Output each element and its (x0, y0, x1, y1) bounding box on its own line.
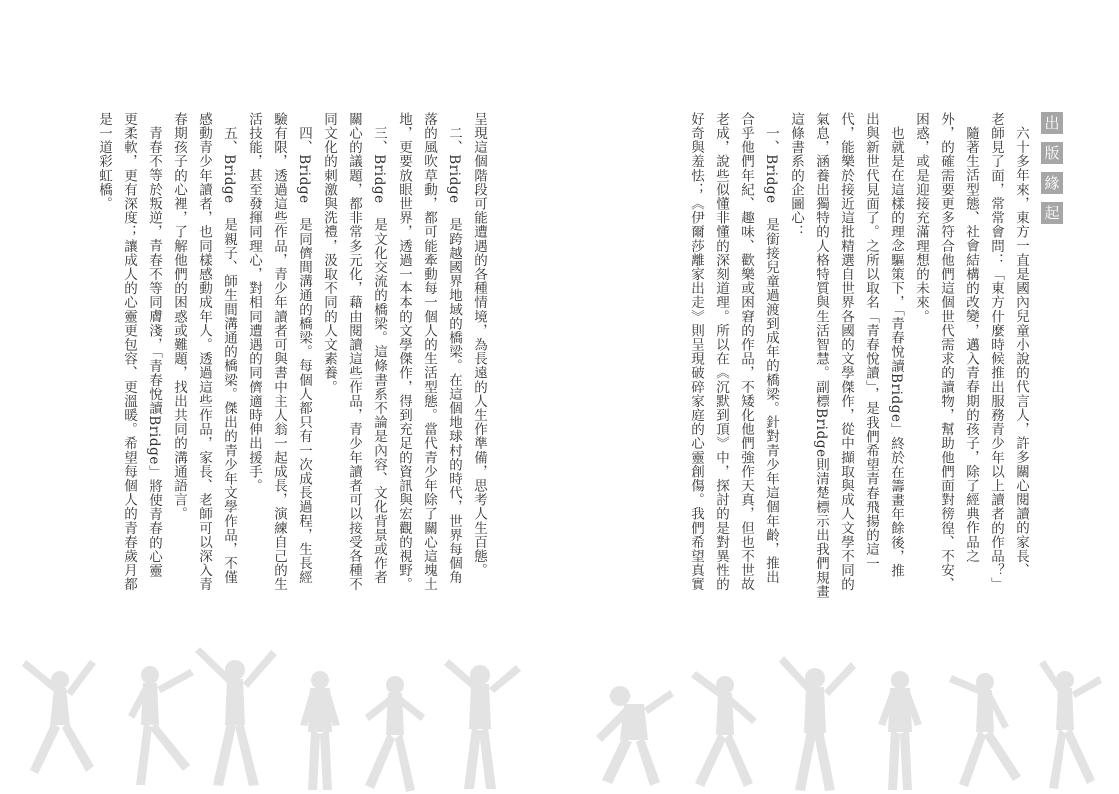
right-page (560, 0, 1119, 794)
left-page-body (91, 112, 491, 632)
text-line: 一、Bridge 是銜接兒童過渡到成年的橋梁。針對青少年這個年齡，推出 (763, 125, 779, 584)
text-line: 這條書系的企圖心： (788, 112, 804, 239)
text-line: 活技能，甚至發揮同理心，對相同遭遇的同儕適時伸出援手。 (246, 112, 262, 493)
text-line: 代，能樂於接近這批精選自世界各國的文學傑作，從中擷取與成人文學不同的 (838, 112, 854, 592)
text-line: 驗有限，透過這些作品，青少年讀者可與書中主人翁一起成長，演練自己的生 (271, 112, 287, 592)
text-line: 合乎他們年紀、趣味、歡樂或困窘的作品，不矮化他們強作天真，但也不世故 (738, 112, 754, 592)
silhouette-decoration (560, 640, 1119, 794)
text-line: 地，更要放眼世界，透過一本本的文學傑作，得到充足的資訊與宏觀的視野。 (396, 112, 412, 592)
title-char: 緣 (1041, 172, 1063, 194)
text-line: 更柔軟，更有深度；讓成人的心靈更包容、更溫暖。希望每個人的青春歲月都 (121, 112, 137, 592)
title-char: 版 (1041, 142, 1063, 164)
text-line: 關心的議題，都非常多元化，藉由閱讀這些作品，青少年讀者可以接受各種不 (346, 112, 362, 592)
text-line: 也就是在這樣的理念驅策下，「青春悅讀Bridge」終於在籌畫年餘後，推 (888, 125, 904, 578)
text-line: 外，的確需要更多符合他們這個世代需求的讀物，幫助他們面對徬徨、不安、 (938, 112, 954, 592)
text-line: 出與新世代見面了。之所以取名「青春悅讀」，是我們希望青春飛揚的這一 (863, 112, 879, 571)
text-line: 感動青少年讀者，也同樣感動成年人。透過這些作品，家長、老師可以深入青 (196, 112, 212, 592)
text-line: 困惑，或是迎接充滿理想的未來。 (913, 112, 929, 324)
silhouette-decoration (0, 640, 559, 794)
text-line: 是一道彩虹橋。 (96, 112, 112, 211)
text-line: 老成，說些似懂非懂的深刻道理。所以在《沉默到頂》中，探討的是對異性的 (713, 112, 729, 592)
text-line: 氣息，涵養出獨特的人格特質與生活智慧。副標Bridge則清楚標示出我們規畫 (813, 112, 829, 599)
text-line: 落的風吹草動，都可能牽動每一個人的生活型態。當代青少年除了關心這塊土 (421, 112, 437, 592)
text-line: 好奇與羞怯；《伊爾莎離家出走》則呈現破碎家庭的心靈創傷。我們希望真實 (688, 112, 704, 592)
title-char: 起 (1041, 202, 1063, 224)
text-line: 三、Bridge 是文化交流的橋梁。這條書系不論是內容、文化背景或作者 (371, 125, 387, 584)
text-line: 同文化的刺激與洗禮，汲取不同的人文素養。 (321, 112, 337, 394)
section-title (1041, 112, 1063, 224)
text-line: 老師見了面，常常會問：「東方什麼時候推出服務青少年以上讀者的作品？」 (988, 112, 1004, 592)
title-char: 出 (1041, 112, 1063, 134)
text-line: 春期孩子的心裡，了解他們的困惑或難題，找出共同的溝通語言。 (171, 112, 187, 521)
right-page-body (683, 112, 1033, 632)
text-line: 隨著生活型態、社會結構的改變，邁入青春期的孩子，除了經典作品之 (963, 125, 979, 563)
left-page (0, 0, 559, 794)
text-line: 二、Bridge 是跨越國界地域的橋梁。在這個地球村的時代，世界每個角 (446, 125, 462, 584)
text-line: 青春不等於叛逆，青春不等同膚淺，「青春悅讀Bridge」將使青春的心靈 (146, 125, 162, 578)
text-line: 呈現這個階段可能遭遇的各種情境，為長遠的人生作準備，思考人生百態。 (471, 112, 487, 578)
text-line: 六十多年來，東方一直是國內兒童小說的代言人，許多關心閱讀的家長、 (1013, 125, 1029, 577)
text-line: 五、Bridge 是親子、師生間溝通的橋梁。傑出的青少年文學作品，不僅 (221, 125, 237, 584)
text-line: 四、Bridge 是同儕間溝通的橋梁。每個人都只有一次成長過程，生長經 (296, 125, 312, 584)
